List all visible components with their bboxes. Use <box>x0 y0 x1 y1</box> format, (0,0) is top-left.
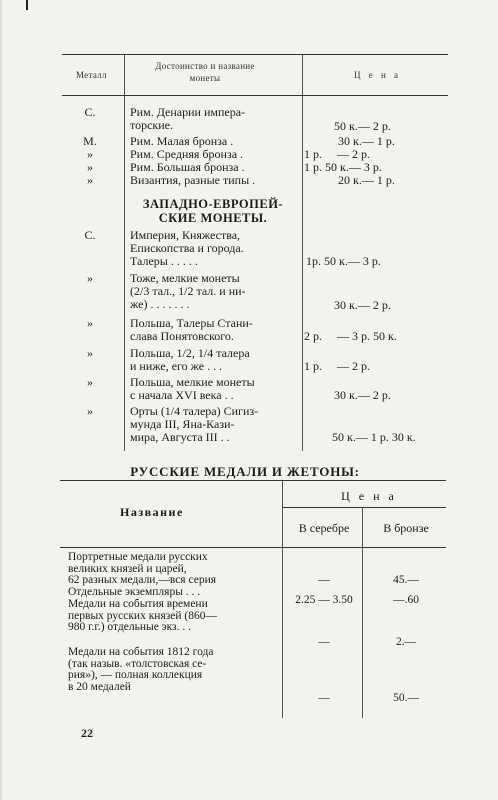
price-cell: 50 к.— 1 р. 30 к. <box>332 430 416 444</box>
bronze-price-cell: 2.— <box>395 636 417 648</box>
price-cell: 1р. 50 к.— 3 р. <box>306 254 381 268</box>
metal-cell: » <box>87 316 93 330</box>
price-cell: 30 к.— 2 р. <box>334 388 391 402</box>
denomination-cell: Рим. Малая бронза . <box>130 134 234 148</box>
header-bronze: В бронзе <box>383 521 429 535</box>
column-divider <box>124 55 125 95</box>
metal-cell: М. <box>83 134 97 148</box>
header-divider <box>282 507 446 508</box>
column-divider <box>362 507 363 547</box>
denomination-cell: Тоже, мелкие монеты (2/3 тал., 1/2 тал. и ни- же) . . . . . . . <box>130 271 246 311</box>
column-divider <box>282 481 283 547</box>
denomination-cell: Рим. Средняя бронза . <box>130 147 244 161</box>
header-silver: В серебре <box>298 521 350 535</box>
price-cell: 1 р. — 2 р. <box>304 147 370 161</box>
metal-cell: » <box>87 173 93 187</box>
medal-name-cell: Отдельные экземпляры . . . <box>68 585 201 598</box>
section-title: ЗАПАДНО-ЕВРОПЕЙ- СКИЕ МОНЕТЫ. <box>142 197 284 225</box>
column-divider <box>124 96 125 451</box>
column-divider <box>302 96 303 451</box>
metal-cell: » <box>87 404 93 418</box>
silver-price-cell: — <box>318 636 330 648</box>
denomination-cell: Империя, Княжества, Епископства и города. Талеры . . . . . <box>130 228 244 268</box>
header-denomination: Достоинство и название монеты <box>155 61 255 83</box>
price-cell: 20 к.— 1 р. <box>338 173 395 187</box>
medal-table-header <box>60 480 446 548</box>
edge-mark <box>26 0 28 10</box>
page-number: 22 <box>81 726 93 740</box>
header-metal: Металл <box>76 70 107 80</box>
header-price: Ц е н а <box>354 70 402 80</box>
price-cell: 30 к.— 1 р. <box>338 134 395 148</box>
header-price: Ц е н а <box>341 489 397 503</box>
metal-cell: » <box>87 375 93 389</box>
price-cell: 1 р. — 2 р. <box>304 359 370 373</box>
medal-name-cell: Портретные медали русских великих князей и царей, 62 разных медали,—вся серия <box>68 551 217 586</box>
medals-title: РУССКИЕ МЕДАЛИ И ЖЕТОНЫ: <box>130 464 360 479</box>
column-divider <box>362 548 363 718</box>
metal-cell: С. <box>84 228 96 242</box>
price-cell: 50 к.— 2 р. <box>334 119 391 133</box>
denomination-cell: Польша, мелкие монеты с начала XVI века . . <box>130 375 255 402</box>
header-name: Название <box>120 505 184 519</box>
denomination-cell: Рим. Большая бронза . <box>130 160 245 174</box>
column-divider <box>282 548 283 718</box>
medal-name-cell: Медали на события времени первых русских князей (860— 980 г.г.) отдельные экз. . . <box>68 598 218 633</box>
bronze-price-cell: —.60 <box>393 593 419 606</box>
metal-cell: С. <box>84 105 96 119</box>
denomination-cell: Польша, Талеры Стани- слава Понятовского. <box>130 316 253 343</box>
denomination-cell: Византия, разные типы . <box>130 173 256 187</box>
medal-name-cell: Медали на события 1812 года (так назыв. «толстовская се- рия»), — полная коллекция в 20 медалей <box>68 646 214 693</box>
denomination-cell: Польша, 1/2, 1/4 талера и ниже, его же . . . <box>130 346 250 373</box>
metal-cell: » <box>87 271 93 285</box>
coin-price-table <box>62 54 448 444</box>
price-cell: 1 р. 50 к.— 3 р. <box>304 160 382 174</box>
silver-price-cell: — <box>318 574 330 586</box>
page-edge <box>0 0 2 800</box>
price-cell: 30 к.— 2 р. <box>334 298 391 312</box>
metal-cell: » <box>87 147 93 161</box>
column-divider <box>302 55 303 95</box>
bronze-price-cell: 50.— <box>393 692 419 704</box>
price-cell: 2 р. — 3 р. 50 к. <box>304 329 397 343</box>
denomination-cell: Рим. Денарии импера- торские. <box>130 105 246 132</box>
metal-cell: » <box>87 346 93 360</box>
silver-price-cell: — <box>318 692 330 704</box>
coin-table-header <box>62 54 448 96</box>
denomination-cell: Орты (1/4 талера) Сигиз- мунда III, Яна-Кази- мира, Августа III . . <box>130 404 259 444</box>
medal-price-table <box>60 480 446 704</box>
bronze-price-cell: 45.— <box>393 574 419 586</box>
silver-price-cell: 2.25 — 3.50 <box>295 593 353 606</box>
metal-cell: » <box>87 160 93 174</box>
